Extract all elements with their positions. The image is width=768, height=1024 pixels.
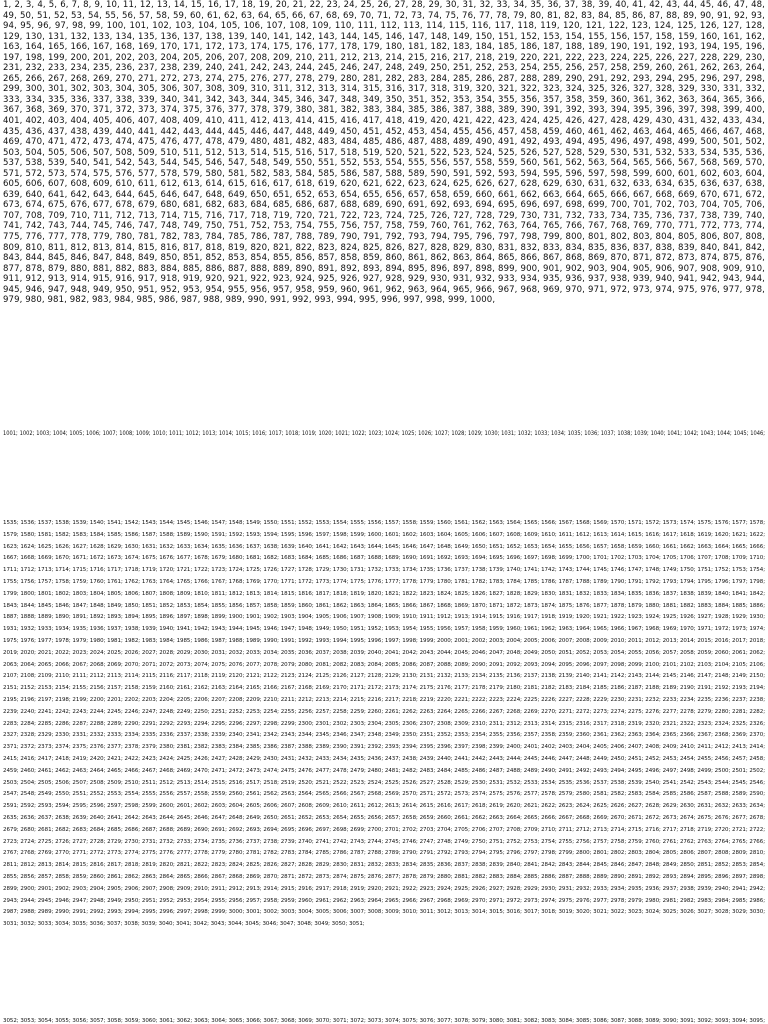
number-sequence-part-4: 3052; 3053; 3054; 3055; 3056; 3057; 3058; 3059; 3060; 3061; 3062; 3063; 3064; 3065; 3066; 3067; 3068; 3069; 3070; 3071; 3072; 3073; 3074; 3075; 3076; 3077; 3078; 3079; 3080; 3081; 3082; 3083; 3084; 3085; 3086; 3087; 3088; 3089; 3090; 3091; 3092; 3093; 3094; 3095;	[3, 1018, 765, 1024]
number-sequence-part-1: 1, 2, 3, 4, 5, 6, 7, 8, 9, 10, 11, 12, 13, 14, 15, 16, 17, 18, 19, 20, 21, 22, 23, 24, 25, 26, 27, 28, 29, 30, 31, 32, 33, 34, 35, 36, 37, 38, 39, 40, 41, 42, 43, 44, 45, 46, 47, 48, 49, 50, 51, 52, 53, 54, 55, 56, 57, 58, 59, 60, 61, 62, 63, 64, 65, 66, 67, 68, 69, 70, 71, 72, 73, 74, 75, 76, 77, 78, 79, 80, 81, 82, 83, 84, 85, 86, 87, 88, 89, 90, 91, 92, 93, 94, 95, 96, 97, 98, 99, 100, 101, 102, 103, 104, 105, 106, 107, 108, 109, 110, 111, 112, 113, 114, 115, 116, 117, 118, 119, 120, 121, 122, 123, 124, 125, 126, 127, 128, 129, 130, 131, 132, 133, 134, 135, 136, 137, 138, 139, 140, 141, 142, 143, 144, 145, 146, 147, 148, 149, 150, 151, 152, 153, 154, 155, 156, 157, 158, 159, 160, 161, 162, 163, 164, 165, 166, 167, 168, 169, 170, 171, 172, 173, 174, 175, 176, 177, 178, 179, 180, 181, 182, 183, 184, 185, 186, 187, 188, 189, 190, 191, 192, 193, 194, 195, 196, 197, 198, 199, 200, 201, 202, 203, 204, 205, 206, 207, 208, 209, 210, 211, 212, 213, 214, 215, 216, 217, 218, 219, 220, 221, 222, 223, 224, 225, 226, 227, 228, 229, 230, 231, 232, 233, 234, 235, 236, 237, 238, 239, 240, 241, 242, 243, 244, 245, 246, 247, 248, 249, 250, 251, 252, 253, 254, 255, 256, 257, 258, 259, 260, 261, 262, 263, 264, 265, 266, 267, 268, 269, 270, 271, 272, 273, 274, 275, 276, 277, 278, 279, 280, 281, 282, 283, 284, 285, 286, 287, 288, 289, 290, 291, 292, 293, 294, 295, 296, 297, 298, 299, 300, 301, 302, 303, 304, 305, 306, 307, 308, 309, 310, 311, 312, 313, 314, 315, 316, 317, 318, 319, 320, 321, 322, 323, 324, 325, 326, 327, 328, 329, 330, 331, 332, 333, 334, 335, 336, 337, 338, 339, 340, 341, 342, 343, 344, 345, 346, 347, 348, 349, 350, 351, 352, 353, 354, 355, 356, 357, 358, 359, 360, 361, 362, 363, 364, 365, 366, 367, 368, 369, 370, 371, 372, 373, 374, 375, 376, 377, 378, 379, 380, 381, 382, 383, 384, 385, 386, 387, 388, 389, 390, 391, 392, 393, 394, 395, 396, 397, 398, 399, 400, 401, 402, 403, 404, 405, 406, 407, 408, 409, 410, 411, 412, 413, 414, 415, 416, 417, 418, 419, 420, 421, 422, 423, 424, 425, 426, 427, 428, 429, 430, 431, 432, 433, 434, 435, 436, 437, 438, 439, 440, 441, 442, 443, 444, 445, 446, 447, 448, 449, 450, 451, 452, 453, 454, 455, 456, 457, 458, 459, 460, 461, 462, 463, 464, 465, 466, 467, 468, 469, 470, 471, 472, 473, 474, 475, 476, 477, 478, 479, 480, 481, 482, 483, 484, 485, 486, 487, 488, 489, 490, 491, 492, 493, 494, 495, 496, 497, 498, 499, 500, 501, 502, 503, 504, 505, 506, 507, 508, 509, 510, 511, 512, 513, 514, 515, 516, 517, 518, 519, 520, 521, 522, 523, 524, 525, 526, 527, 528, 529, 530, 531, 532, 533, 534, 535, 536, 537, 538, 539, 540, 541, 542, 543, 544, 545, 546, 547, 548, 549, 550, 551, 552, 553, 554, 555, 556, 557, 558, 559, 560, 561, 562, 563, 564, 565, 566, 567, 568, 569, 570, 571, 572, 573, 574, 575, 576, 577, 578, 579, 580, 581, 582, 583, 584, 585, 586, 587, 588, 589, 590, 591, 592, 593, 594, 595, 596, 597, 598, 599, 600, 601, 602, 603, 604, 605, 606, 607, 608, 609, 610, 611, 612, 613, 614, 615, 616, 617, 618, 619, 620, 621, 622, 623, 624, 625, 626, 627, 628, 629, 630, 631, 632, 633, 634, 635, 636, 637, 638, 639, 640, 641, 642, 643, 644, 645, 646, 647, 648, 649, 650, 651, 652, 653, 654, 655, 656, 657, 658, 659, 660, 661, 662, 663, 664, 665, 666, 667, 668, 669, 670, 671, 672, 673, 674, 675, 676, 677, 678, 679, 680, 681, 682, 683, 684, 685, 686, 687, 688, 689, 690, 691, 692, 693, 694, 695, 696, 697, 698, 699, 700, 701, 702, 703, 704, 705, 706, 707, 708, 709, 710, 711, 712, 713, 714, 715, 716, 717, 718, 719, 720, 721, 722, 723, 724, 725, 726, 727, 728, 729, 730, 731, 732, 733, 734, 735, 736, 737, 738, 739, 740, 741, 742, 743, 744, 745, 746, 747, 748, 749, 750, 751, 752, 753, 754, 755, 756, 757, 758, 759, 760, 761, 762, 763, 764, 765, 766, 767, 768, 769, 770, 771, 772, 773, 774, 775, 776, 777, 778, 779, 780, 781, 782, 783, 784, 785, 786, 787, 788, 789, 790, 791, 792, 793, 794, 795, 796, 797, 798, 799, 800, 801, 802, 803, 804, 805, 806, 807, 808, 809, 810, 811, 812, 813, 814, 815, 816, 817, 818, 819, 820, 821, 822, 823, 824, 825, 826, 827, 828, 829, 830, 831, 832, 833, 834, 835, 836, 837, 838, 839, 840, 841, 842, 843, 844, 845, 846, 847, 848, 849, 850, 851, 852, 853, 854, 855, 856, 857, 858, 859, 860, 861, 862, 863, 864, 865, 866, 867, 868, 869, 870, 871, 872, 873, 874, 875, 876, 877, 878, 879, 880, 881, 882, 883, 884, 885, 886, 887, 888, 889, 890, 891, 892, 893, 894, 895, 896, 897, 898, 899, 900, 901, 902, 903, 904, 905, 906, 907, 908, 909, 910, 911, 912, 913, 914, 915, 916, 917, 918, 919, 920, 921, 922, 923, 924, 925, 926, 927, 928, 929, 930, 931, 932, 933, 934, 935, 936, 937, 938, 939, 940, 941, 942, 943, 944, 945, 946, 947, 948, 949, 950, 951, 952, 953, 954, 955, 956, 957, 958, 959, 960, 961, 962, 963, 964, 965, 966, 967, 968, 969, 970, 971, 972, 973, 974, 975, 976, 977, 978, 979, 980, 981, 982, 983, 984, 985, 986, 987, 988, 989, 990, 991, 992, 993, 994, 995, 996, 997, 998, 999, 1000,	[3, 0, 765, 306]
number-sequence-part-2: 1001; 1002; 1003; 1004; 1005; 1006; 1007; 1008; 1009; 1010; 1011; 1012; 1013; 1014; 1015; 1016; 1017; 1018; 1019; 1020; 1021; 1022; 1023; 1024; 1025; 1026; 1027; 1028; 1029; 1030; 1031; 1032; 1033; 1034; 1035; 1036; 1037; 1038; 1039; 1040; 1041; 1042; 1043; 1044; 1045; 1046;	[3, 431, 765, 437]
number-sequence-part-3: 1535; 1536; 1537; 1538; 1539; 1540; 1541; 1542; 1543; 1544; 1545; 1546; 1547; 1548; 1549; 1550; 1551; 1552; 1553; 1554; 1555; 1556; 1557; 1558; 1559; 1560; 1561; 1562; 1563; 1564; 1565; 1566; 1567; 1568; 1569; 1570; 1571; 1572; 1573; 1574; 1575; 1576; 1577; 1578; 1579; 1580; 1581; 1582; 1583; 1584; 1585; 1586; 1587; 1588; 1589; 1590; 1591; 1592; 1593; 1594; 1595; 1596; 1597; 1598; 1599; 1600; 1601; 1602; 1603; 1604; 1605; 1606; 1607; 1608; 1609; 1610; 1611; 1612; 1613; 1614; 1615; 1616; 1617; 1618; 1619; 1620; 1621; 1622; 1623; 1624; 1625; 1626; 1627; 1628; 1629; 1630; 1631; 1632; 1633; 1634; 1635; 1636; 1637; 1638; 1639; 1640; 1641; 1642; 1643; 1644; 1645; 1646; 1647; 1648; 1649; 1650; 1651; 1652; 1653; 1654; 1655; 1656; 1657; 1658; 1659; 1660; 1661; 1662; 1663; 1664; 1665; 1666; 1667; 1668; 1669; 1670; 1671; 1672; 1673; 1674; 1675; 1676; 1677; 1678; 1679; 1680; 1681; 1682; 1683; 1684; 1685; 1686; 1687; 1688; 1689; 1690; 1691; 1692; 1693; 1694; 1695; 1696; 1697; 1698; 1699; 1700; 1701; 1702; 1703; 1704; 1705; 1706; 1707; 1708; 1709; 1710; 1711; 1712; 1713; 1714; 1715; 1716; 1717; 1718; 1719; 1720; 1721; 1722; 1723; 1724; 1725; 1726; 1727; 1728; 1729; 1730; 1731; 1732; 1733; 1734; 1735; 1736; 1737; 1738; 1739; 1740; 1741; 1742; 1743; 1744; 1745; 1746; 1747; 1748; 1749; 1750; 1751; 1752; 1753; 1754; 1755; 1756; 1757; 1758; 1759; 1760; 1761; 1762; 1763; 1764; 1765; 1766; 1767; 1768; 1769; 1770; 1771; 1772; 1773; 1774; 1775; 1776; 1777; 1778; 1779; 1780; 1781; 1782; 1783; 1784; 1785; 1786; 1787; 1788; 1789; 1790; 1791; 1792; 1793; 1794; 1795; 1796; 1797; 1798; 1799; 1800; 1801; 1802; 1803; 1804; 1805; 1806; 1807; 1808; 1809; 1810; 1811; 1812; 1813; 1814; 1815; 1816; 1817; 1818; 1819; 1820; 1821; 1822; 1823; 1824; 1825; 1826; 1827; 1828; 1829; 1830; 1831; 1832; 1833; 1834; 1835; 1836; 1837; 1838; 1839; 1840; 1841; 1842; 1843; 1844; 1845; 1846; 1847; 1848; 1849; 1850; 1851; 1852; 1853; 1854; 1855; 1856; 1857; 1858; 1859; 1860; 1861; 1862; 1863; 1864; 1865; 1866; 1867; 1868; 1869; 1870; 1871; 1872; 1873; 1874; 1875; 1876; 1877; 1878; 1879; 1880; 1881; 1882; 1883; 1884; 1885; 1886; 1887; 1888; 1889; 1890; 1891; 1892; 1893; 1894; 1895; 1896; 1897; 1898; 1899; 1900; 1901; 1902; 1903; 1904; 1905; 1906; 1907; 1908; 1909; 1910; 1911; 1912; 1913; 1914; 1915; 1916; 1917; 1918; 1919; 1920; 1921; 1922; 1923; 1924; 1925; 1926; 1927; 1928; 1929; 1930; 1931; 1932; 1933; 1934; 1935; 1936; 1937; 1938; 1939; 1940; 1941; 1942; 1943; 1944; 1945; 1946; 1947; 1948; 1949; 1950; 1951; 1952; 1953; 1954; 1955; 1956; 1957; 1958; 1959; 1960; 1961; 1962; 1963; 1964; 1965; 1966; 1967; 1968; 1969; 1970; 1971; 1972; 1973; 1974; 1975; 1976; 1977; 1978; 1979; 1980; 1981; 1982; 1983; 1984; 1985; 1986; 1987; 1988; 1989; 1990; 1991; 1992; 1993; 1994; 1995; 1996; 1997; 1998; 1999; 2000; 2001; 2002; 2003; 2004; 2005; 2006; 2007; 2008; 2009; 2010; 2011; 2012; 2013; 2014; 2015; 2016; 2017; 2018; 2019; 2020; 2021; 2022; 2023; 2024; 2025; 2026; 2027; 2028; 2029; 2030; 2031; 2032; 2033; 2034; 2035; 2036; 2037; 2038; 2039; 2040; 2041; 2042; 2043; 2044; 2045; 2046; 2047; 2048; 2049; 2050; 2051; 2052; 2053; 2054; 2055; 2056; 2057; 2058; 2059; 2060; 2061; 2062; 2063; 2064; 2065; 2066; 2067; 2068; 2069; 2070; 2071; 2072; 2073; 2074; 2075; 2076; 2077; 2078; 2079; 2080; 2081; 2082; 2083; 2084; 2085; 2086; 2087; 2088; 2089; 2090; 2091; 2092; 2093; 2094; 2095; 2096; 2097; 2098; 2099; 2100; 2101; 2102; 2103; 2104; 2105; 2106; 2107; 2108; 2109; 2110; 2111; 2112; 2113; 2114; 2115; 2116; 2117; 2118; 2119; 2120; 2121; 2122; 2123; 2124; 2125; 2126; 2127; 2128; 2129; 2130; 2131; 2132; 2133; 2134; 2135; 2136; 2137; 2138; 2139; 2140; 2141; 2142; 2143; 2144; 2145; 2146; 2147; 2148; 2149; 2150; 2151; 2152; 2153; 2154; 2155; 2156; 2157; 2158; 2159; 2160; 2161; 2162; 2163; 2164; 2165; 2166; 2167; 2168; 2169; 2170; 2171; 2172; 2173; 2174; 2175; 2176; 2177; 2178; 2179; 2180; 2181; 2182; 2183; 2184; 2185; 2186; 2187; 2188; 2189; 2190; 2191; 2192; 2193; 2194; 2195; 2196; 2197; 2198; 2199; 2200; 2201; 2202; 2203; 2204; 2205; 2206; 2207; 2208; 2209; 2210; 2211; 2212; 2213; 2214; 2215; 2216; 2217; 2218; 2219; 2220; 2221; 2222; 2223; 2224; 2225; 2226; 2227; 2228; 2229; 2230; 2231; 2232; 2233; 2234; 2235; 2236; 2237; 2238; 2239; 2240; 2241; 2242; 2243; 2244; 2245; 2246; 2247; 2248; 2249; 2250; 2251; 2252; 2253; 2254; 2255; 2256; 2257; 2258; 2259; 2260; 2261; 2262; 2263; 2264; 2265; 2266; 2267; 2268; 2269; 2270; 2271; 2272; 2273; 2274; 2275; 2276; 2277; 2278; 2279; 2280; 2281; 2282; 2283; 2284; 2285; 2286; 2287; 2288; 2289; 2290; 2291; 2292; 2293; 2294; 2295; 2296; 2297; 2298; 2299; 2300; 2301; 2302; 2303; 2304; 2305; 2306; 2307; 2308; 2309; 2310; 2311; 2312; 2313; 2314; 2315; 2316; 2317; 2318; 2319; 2320; 2321; 2322; 2323; 2324; 2325; 2326; 2327; 2328; 2329; 2330; 2331; 2332; 2333; 2334; 2335; 2336; 2337; 2338; 2339; 2340; 2341; 2342; 2343; 2344; 2345; 2346; 2347; 2348; 2349; 2350; 2351; 2352; 2353; 2354; 2355; 2356; 2357; 2358; 2359; 2360; 2361; 2362; 2363; 2364; 2365; 2366; 2367; 2368; 2369; 2370; 2371; 2372; 2373; 2374; 2375; 2376; 2377; 2378; 2379; 2380; 2381; 2382; 2383; 2384; 2385; 2386; 2387; 2388; 2389; 2390; 2391; 2392; 2393; 2394; 2395; 2396; 2397; 2398; 2399; 2400; 2401; 2402; 2403; 2404; 2405; 2406; 2407; 2408; 2409; 2410; 2411; 2412; 2413; 2414; 2415; 2416; 2417; 2418; 2419; 2420; 2421; 2422; 2423; 2424; 2425; 2426; 2427; 2428; 2429; 2430; 2431; 2432; 2433; 2434; 2435; 2436; 2437; 2438; 2439; 2440; 2441; 2442; 2443; 2444; 2445; 2446; 2447; 2448; 2449; 2450; 2451; 2452; 2453; 2454; 2455; 2456; 2457; 2458; 2459; 2460; 2461; 2462; 2463; 2464; 2465; 2466; 2467; 2468; 2469; 2470; 2471; 2472; 2473; 2474; 2475; 2476; 2477; 2478; 2479; 2480; 2481; 2482; 2483; 2484; 2485; 2486; 2487; 2488; 2489; 2490; 2491; 2492; 2493; 2494; 2495; 2496; 2497; 2498; 2499; 2500; 2501; 2502; 2503; 2504; 2505; 2506; 2507; 2508; 2509; 2510; 2511; 2512; 2513; 2514; 2515; 2516; 2517; 2518; 2519; 2520; 2521; 2522; 2523; 2524; 2525; 2526; 2527; 2528; 2529; 2530; 2531; 2532; 2533; 2534; 2535; 2536; 2537; 2538; 2539; 2540; 2541; 2542; 2543; 2544; 2545; 2546; 2547; 2548; 2549; 2550; 2551; 2552; 2553; 2554; 2555; 2556; 2557; 2558; 2559; 2560; 2561; 2562; 2563; 2564; 2565; 2566; 2567; 2568; 2569; 2570; 2571; 2572; 2573; 2574; 2575; 2576; 2577; 2578; 2579; 2580; 2581; 2582; 2583; 2584; 2585; 2586; 2587; 2588; 2589; 2590; 2591; 2592; 2593; 2594; 2595; 2596; 2597; 2598; 2599; 2600; 2601; 2602; 2603; 2604; 2605; 2606; 2607; 2608; 2609; 2610; 2611; 2612; 2613; 2614; 2615; 2616; 2617; 2618; 2619; 2620; 2621; 2622; 2623; 2624; 2625; 2626; 2627; 2628; 2629; 2630; 2631; 2632; 2633; 2634; 2635; 2636; 2637; 2638; 2639; 2640; 2641; 2642; 2643; 2644; 2645; 2646; 2647; 2648; 2649; 2650; 2651; 2652; 2653; 2654; 2655; 2656; 2657; 2658; 2659; 2660; 2661; 2662; 2663; 2664; 2665; 2666; 2667; 2668; 2669; 2670; 2671; 2672; 2673; 2674; 2675; 2676; 2677; 2678; 2679; 2680; 2681; 2682; 2683; 2684; 2685; 2686; 2687; 2688; 2689; 2690; 2691; 2692; 2693; 2694; 2695; 2696; 2697; 2698; 2699; 2700; 2701; 2702; 2703; 2704; 2705; 2706; 2707; 2708; 2709; 2710; 2711; 2712; 2713; 2714; 2715; 2716; 2717; 2718; 2719; 2720; 2721; 2722; 2723; 2724; 2725; 2726; 2727; 2728; 2729; 2730; 2731; 2732; 2733; 2734; 2735; 2736; 2737; 2738; 2739; 2740; 2741; 2742; 2743; 2744; 2745; 2746; 2747; 2748; 2749; 2750; 2751; 2752; 2753; 2754; 2755; 2756; 2757; 2758; 2759; 2760; 2761; 2762; 2763; 2764; 2765; 2766; 2767; 2768; 2769; 2770; 2771; 2772; 2773; 2774; 2775; 2776; 2777; 2778; 2779; 2780; 2781; 2782; 2783; 2784; 2785; 2786; 2787; 2788; 2789; 2790; 2791; 2792; 2793; 2794; 2795; 2796; 2797; 2798; 2799; 2800; 2801; 2802; 2803; 2804; 2805; 2806; 2807; 2808; 2809; 2810; 2811; 2812; 2813; 2814; 2815; 2816; 2817; 2818; 2819; 2820; 2821; 2822; 2823; 2824; 2825; 2826; 2827; 2828; 2829; 2830; 2831; 2832; 2833; 2834; 2835; 2836; 2837; 2838; 2839; 2840; 2841; 2842; 2843; 2844; 2845; 2846; 2847; 2848; 2849; 2850; 2851; 2852; 2853; 2854; 2855; 2856; 2857; 2858; 2859; 2860; 2861; 2862; 2863; 2864; 2865; 2866; 2867; 2868; 2869; 2870; 2871; 2872; 2873; 2874; 2875; 2876; 2877; 2878; 2879; 2880; 2881; 2882; 2883; 2884; 2885; 2886; 2887; 2888; 2889; 2890; 2891; 2892; 2893; 2894; 2895; 2896; 2897; 2898; 2899; 2900; 2901; 2902; 2903; 2904; 2905; 2906; 2907; 2908; 2909; 2910; 2911; 2912; 2913; 2914; 2915; 2916; 2917; 2918; 2919; 2920; 2921; 2922; 2923; 2924; 2925; 2926; 2927; 2928; 2929; 2930; 2931; 2932; 2933; 2934; 2935; 2936; 2937; 2938; 2939; 2940; 2941; 2942; 2943; 2944; 2945; 2946; 2947; 2948; 2949; 2950; 2951; 2952; 2953; 2954; 2955; 2956; 2957; 2958; 2959; 2960; 2961; 2962; 2963; 2964; 2965; 2966; 2967; 2968; 2969; 2970; 2971; 2972; 2973; 2974; 2975; 2976; 2977; 2978; 2979; 2980; 2981; 2982; 2983; 2984; 2985; 2986; 2987; 2988; 2989; 2990; 2991; 2992; 2993; 2994; 2995; 2996; 2997; 2998; 2999; 3000; 3001; 3002; 3003; 3004; 3005; 3006; 3007; 3008; 3009; 3010; 3011; 3012; 3013; 3014; 3015; 3016; 3017; 3018; 3019; 3020; 3021; 3022; 3023; 3024; 3025; 3026; 3027; 3028; 3029; 3030; 3031; 3032; 3033; 3034; 3035; 3036; 3037; 3038; 3039; 3040; 3041; 3042; 3043; 3044; 3045; 3046; 3047; 3048; 3049; 3050; 3051;	[3, 520, 765, 928]
